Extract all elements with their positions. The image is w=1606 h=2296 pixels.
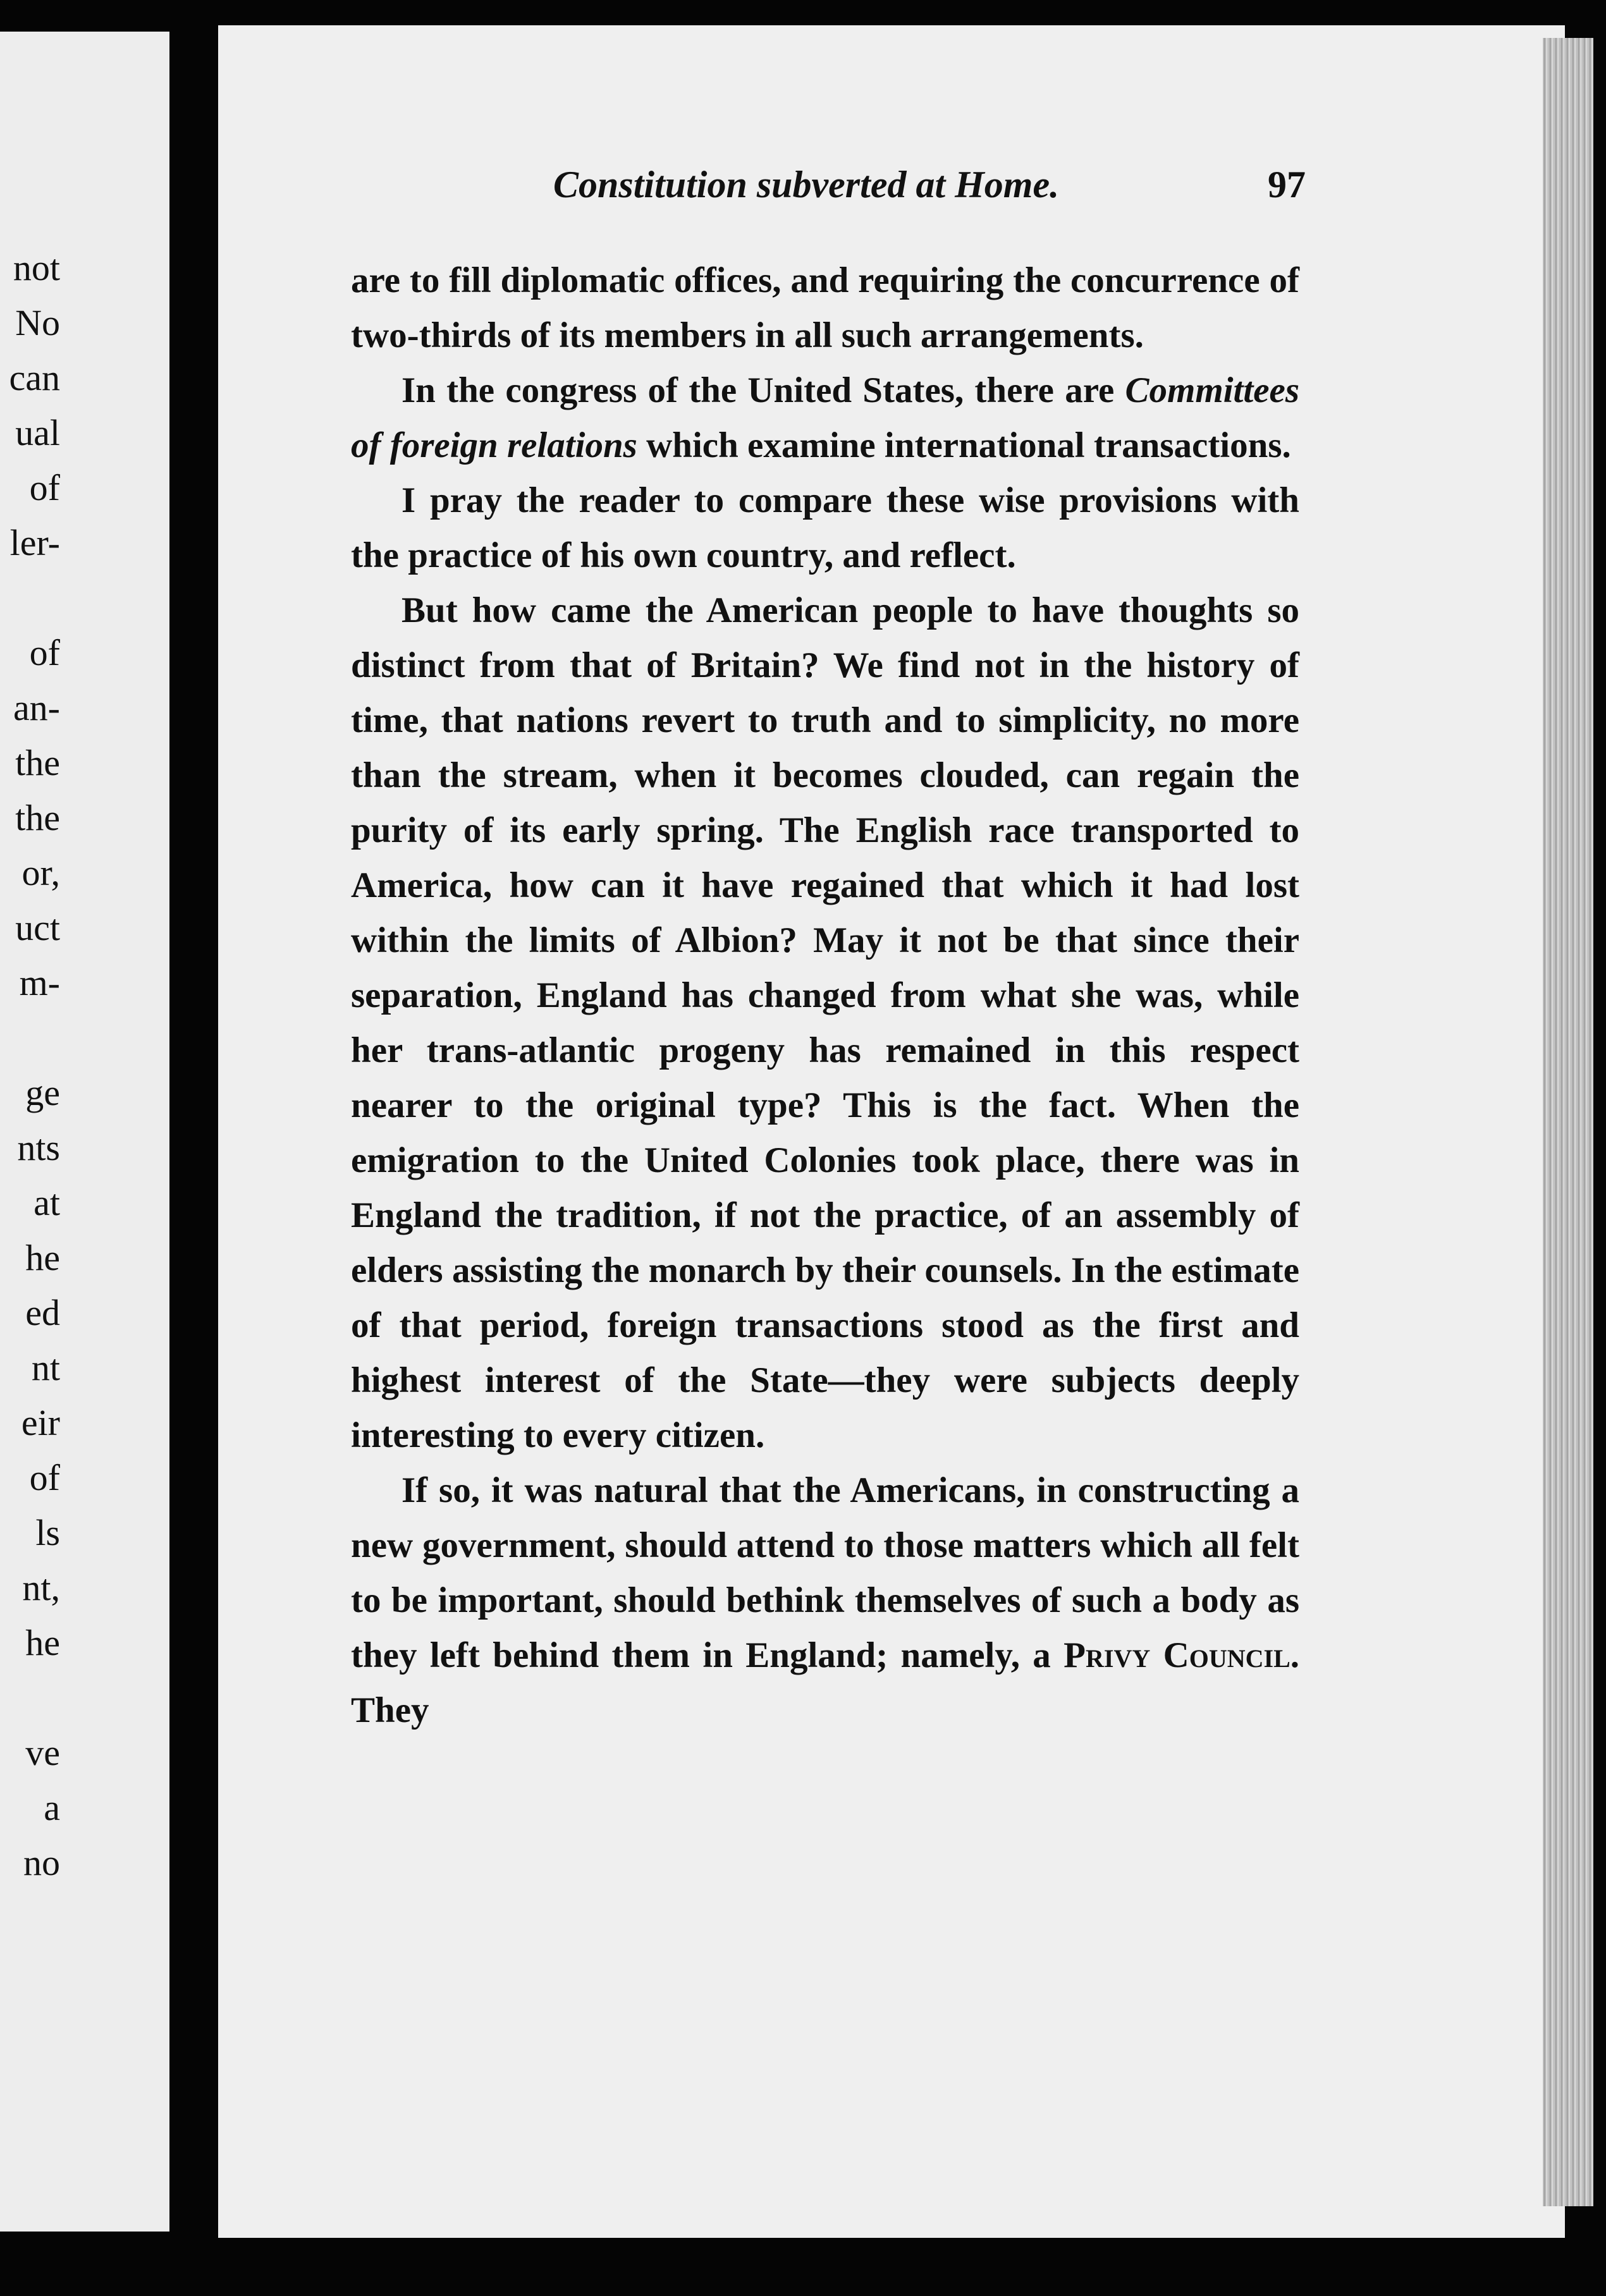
running-head: Constitution subverted at Home. (553, 164, 1060, 205)
left-page-fragment: eir (21, 1402, 60, 1443)
left-page-fragment: an- (13, 687, 60, 728)
left-page-fragment: ge (25, 1072, 60, 1113)
body-text (351, 253, 1299, 1738)
page-header (351, 163, 1306, 220)
left-page-fragment: nt (31, 1347, 60, 1388)
paragraph-2-text-a: In the congress of the United States, there are (402, 370, 1125, 410)
left-page-fragment: ed (25, 1292, 60, 1333)
left-page-fragment (0, 570, 60, 625)
left-page-fragment (0, 1010, 60, 1065)
paragraph-3: I pray the reader to compare these wise provisions with the practice of his own country, and reflect. (351, 480, 1299, 575)
left-page-fragment: ual (15, 412, 60, 453)
paragraph-2 (351, 363, 1299, 473)
left-page-fragment: ve (25, 1732, 60, 1773)
page-edges (1543, 38, 1593, 2206)
paragraph-5-smallcaps: Privy Council (1064, 1635, 1290, 1675)
left-page-fragment: he (25, 1622, 60, 1663)
left-page-fragment: the (15, 742, 60, 783)
left-page-fragment: ler- (9, 522, 60, 563)
paragraph-1: are to fill diplomatic offices, and requiring the concurrence of two-thirds of its members in all such arrangements. (351, 260, 1299, 355)
left-page-fragment: the (15, 797, 60, 838)
left-page-fragment: of (29, 632, 60, 673)
left-page-fragment: nts (17, 1127, 60, 1168)
paragraph-2-italic: Committees of foreign relations (351, 370, 1299, 465)
paragraph-5 (351, 1463, 1299, 1738)
left-page-fragments (0, 240, 60, 1890)
paragraph-5-text-a: If so, it was natural that the Americans, in constructing a new government, should attend to those matters which all felt to be important, should bethink themselves of such a body as they left behind them in England; namely, a (351, 1470, 1299, 1675)
left-page-fragment: at (34, 1182, 60, 1223)
left-page-fragment: of (29, 1457, 60, 1498)
book-gutter (169, 0, 220, 2296)
left-page-fragment: can (9, 357, 60, 398)
left-page-fragment: he (25, 1237, 60, 1278)
paragraph-2-text-b: which examine international transactions. (637, 425, 1291, 465)
paragraph-4: But how came the American people to have thoughts so distinct from that of Britain? We find not in the history of time, that nations revert to truth and to simplicity, no more than the stream, when it becomes clouded, can regain the purity of its early spring. The English race transported to America, how can it have regained that which it had lost within the limits of Albion? May it not be that since their separation, England has changed from what she was, while her trans-atlantic progeny has remained in this respect nearer to the original type? This is the fact. When the emigration to the United Colonies took place, there was in England the tradition, if not the practice, of an assembly of elders assisting the monarch by their counsels. In the estimate of that period, foreign transactions stood as the first and highest interest of the State—they were subjects deeply interesting to every citizen. (351, 590, 1299, 1455)
left-page-fragment: nt, (22, 1567, 60, 1608)
page-number: 97 (1268, 164, 1306, 205)
left-page-fragment: ls (35, 1512, 60, 1553)
left-page-fragment: of (29, 467, 60, 508)
left-page-fragment: m- (19, 962, 60, 1003)
left-page-fragment: uct (15, 907, 60, 948)
left-page-fragment: No (15, 302, 60, 343)
left-page-fragment: not (13, 247, 60, 288)
left-page-fragment: no (23, 1842, 60, 1883)
left-page-fragment: or, (21, 852, 60, 893)
left-page-fragment: a (44, 1787, 60, 1828)
left-page-fragment (0, 1670, 60, 1725)
paragraph-5-text-b: . They (351, 1635, 1299, 1730)
